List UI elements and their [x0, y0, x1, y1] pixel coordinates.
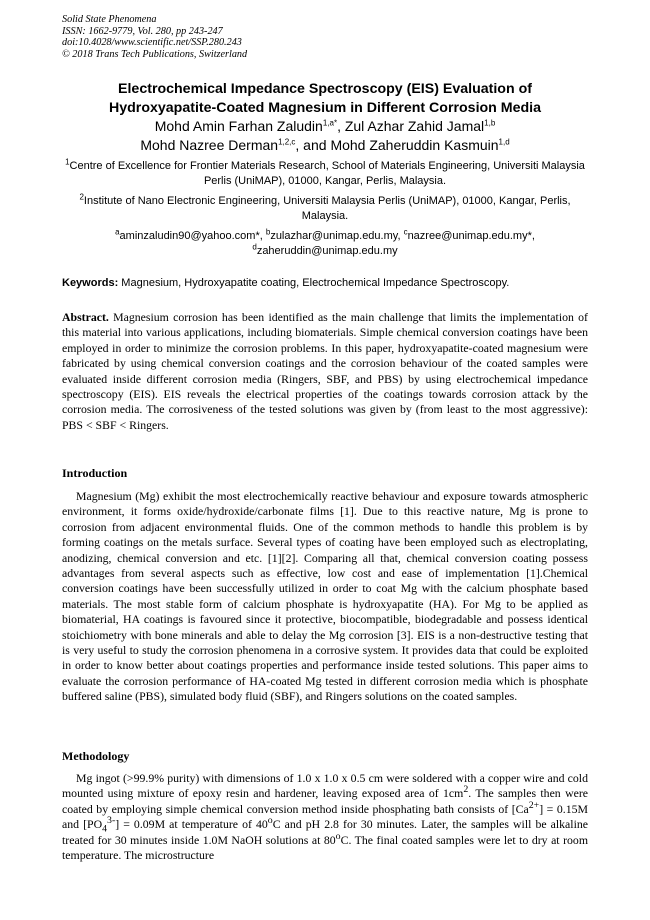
- keywords-label: Keywords:: [62, 277, 119, 289]
- affiliation-1: [58, 159, 592, 188]
- email-mark: b: [265, 227, 271, 237]
- author-emails: [58, 229, 592, 258]
- affiliation-text: Centre of Excellence for Frontier Materials Research, School of Materials Engineering, Universiti Malaysia Perlis (UniMAP), 01000, Kangar, Perlis, Malaysia.: [69, 160, 585, 187]
- title-line-2: Hydroxyapatite-Coated Magnesium in Different Corrosion Media: [109, 100, 541, 116]
- methodology-fragment: Mg ingot (>99.9% purity) with dimensions of 1.0 x 1.0 x 0.5 cm were soldered with a copper wire and cold mounted using mixture of epoxy resin and hardener, leaving exposed area of 1cm: [62, 771, 588, 801]
- email-address[interactable]: aminzaludin90@yahoo.com*,: [119, 230, 266, 242]
- superscript: o: [335, 830, 341, 842]
- email-address[interactable]: zulazhar@unimap.edu.my,: [270, 230, 404, 242]
- methodology-heading: Methodology: [62, 749, 130, 763]
- email-address[interactable]: nazree@unimap.edu.my*,: [407, 230, 535, 242]
- authors-line-1: [40, 117, 610, 136]
- methodology-body: [62, 771, 588, 863]
- abstract: [62, 310, 588, 433]
- methodology-fragment: C and pH 2.8 for 30 minutes. Later, the samples will be alkaline treated for 30 minutes inside 1.0M NaOH solutions at 80: [62, 817, 588, 847]
- author-name: Mohd Zaheruddin Kasmuin: [330, 137, 499, 153]
- affiliation-number: 1: [65, 157, 70, 167]
- introduction-text: Magnesium (Mg) exhibit the most electrochemically reactive behaviour and exposure towards atmospheric environment, it forms oxide/hydroxide/carbonate films [1]. Due to this reactive nature, Mg is prone to corrosion from adjacent environmental fluids. One of the common methods to handle this problem is by forming coatings on the metals surface. Several types of coating have been employed such as electroplating, anodizing, chemical conversion and etc. [1][2]. Comparing all that, chemical conversion coating possess advantages from several aspects such as effective, low cost and ease of implementation [1].Chemical conversion coatings have been successfully utilized in order to coat Mg with the calcium phosphate based materials. The most stable form of calcium phosphate is hydroxyapatite (HA). For Mg to be applied as biomaterial, HA coatings is favoured since it protective, biocompatible, biodegradable and possess identical stoichiometry with bone minerals and able to delay the Mg corrosion [3]. EIS is a non-destructive testing that is very useful to study the corrosion phenomena in a corrosive system. It provides data that could be exploited in order to know better about coatings properties and performance inside tested solutions. This paper aims to evaluate the corrosion performance of HA-coated Mg tested in different corrosion media which is phosphate buffered saline (PBS), simulated body fluid (SBF), and Ringers solutions on the coated samples.: [62, 489, 588, 704]
- methodology-fragment: ] = 0.09M at temperature of 40: [115, 817, 268, 832]
- author-affiliation-mark: 1,d: [498, 137, 510, 147]
- methodology-text: [62, 771, 588, 863]
- author-affiliation-mark: 1,a*: [322, 118, 338, 128]
- abstract-label: Abstract.: [62, 310, 109, 324]
- journal-copyright: © 2018 Trans Tech Publications, Switzerland: [62, 48, 248, 60]
- journal-issn: ISSN: 1662-9779, Vol. 280, pp 243-247: [62, 25, 223, 37]
- author-affiliation-mark: 1,2,c: [278, 137, 296, 147]
- authors-line-2: [40, 136, 610, 155]
- title-line-1: Electrochemical Impedance Spectroscopy (EIS) Evaluation of: [118, 81, 532, 97]
- introduction-heading: Introduction: [62, 466, 128, 480]
- email-address[interactable]: zaheruddin@unimap.edu.my: [256, 244, 398, 257]
- affiliation-text: Institute of Nano Electronic Engineering, Universiti Malaysia Perlis (UniMAP), 01000, Kangar, Perlis, Malaysia.: [83, 195, 571, 222]
- journal-doi: doi:10.4028/www.scientific.net/SSP.280.243: [62, 37, 242, 48]
- superscript: 2: [463, 784, 469, 796]
- keywords: [62, 276, 592, 290]
- keywords-text: Magnesium, Hydroxyapatite coating, Electrochemical Impedance Spectroscopy.: [118, 277, 510, 289]
- superscript: 2+: [528, 799, 540, 811]
- author-separator: ,: [337, 118, 345, 134]
- author-affiliation-mark: 1,b: [484, 118, 496, 128]
- email-mark: a: [115, 227, 120, 237]
- journal-name: Solid State Phenomena: [62, 14, 157, 25]
- author-list: [40, 117, 610, 155]
- abstract-text: Magnesium corrosion has been identified as the main challenge that limits the implementation of this material into various applications, including biomaterials. Simple chemical conversion coatings have been employed in order to minimize the corrosion problems. In this paper, hydroxyapatite-coated magnesium were fabricated by using chemical conversion coatings and the corrosion behaviour of the coated samples were evaluated inside different corrosion media (Ringers, SBF, and PBS) by using electrochemical impedance spectroscopy (EIS). EIS reveals the electrical properties of the coatings towards corrosion attack by the corrosion media. The corrosiveness of the tested solutions was given by (from least to the most aggressive): PBS < SBF < Ringers.: [62, 310, 588, 432]
- methodology-fragment: C. The final coated samples were let to dry at room temperature. The microstructure: [62, 832, 588, 863]
- superscript: 3-: [107, 815, 116, 827]
- author-name: Zul Azhar Zahid Jamal: [344, 118, 485, 134]
- author-name: Mohd Amin Farhan Zaludin: [154, 118, 323, 134]
- methodology-fragment: . The samples then were coated by employing simple chemical conversion method inside phosphating bath consists of [Ca: [62, 786, 588, 816]
- affiliation-2: [58, 194, 592, 223]
- author-name: Mohd Nazree Derman: [140, 137, 279, 153]
- subscript: 4: [102, 823, 108, 835]
- methodology-fragment: ] = 0.15M and [PO: [62, 801, 588, 832]
- affiliation-number: 2: [79, 192, 84, 202]
- author-separator: , and: [295, 137, 331, 153]
- email-mark: c: [403, 227, 408, 237]
- superscript: o: [267, 815, 273, 827]
- journal-header: [62, 14, 247, 60]
- paper-title: [40, 80, 610, 118]
- introduction-body: [62, 489, 588, 705]
- email-mark: d: [252, 241, 257, 251]
